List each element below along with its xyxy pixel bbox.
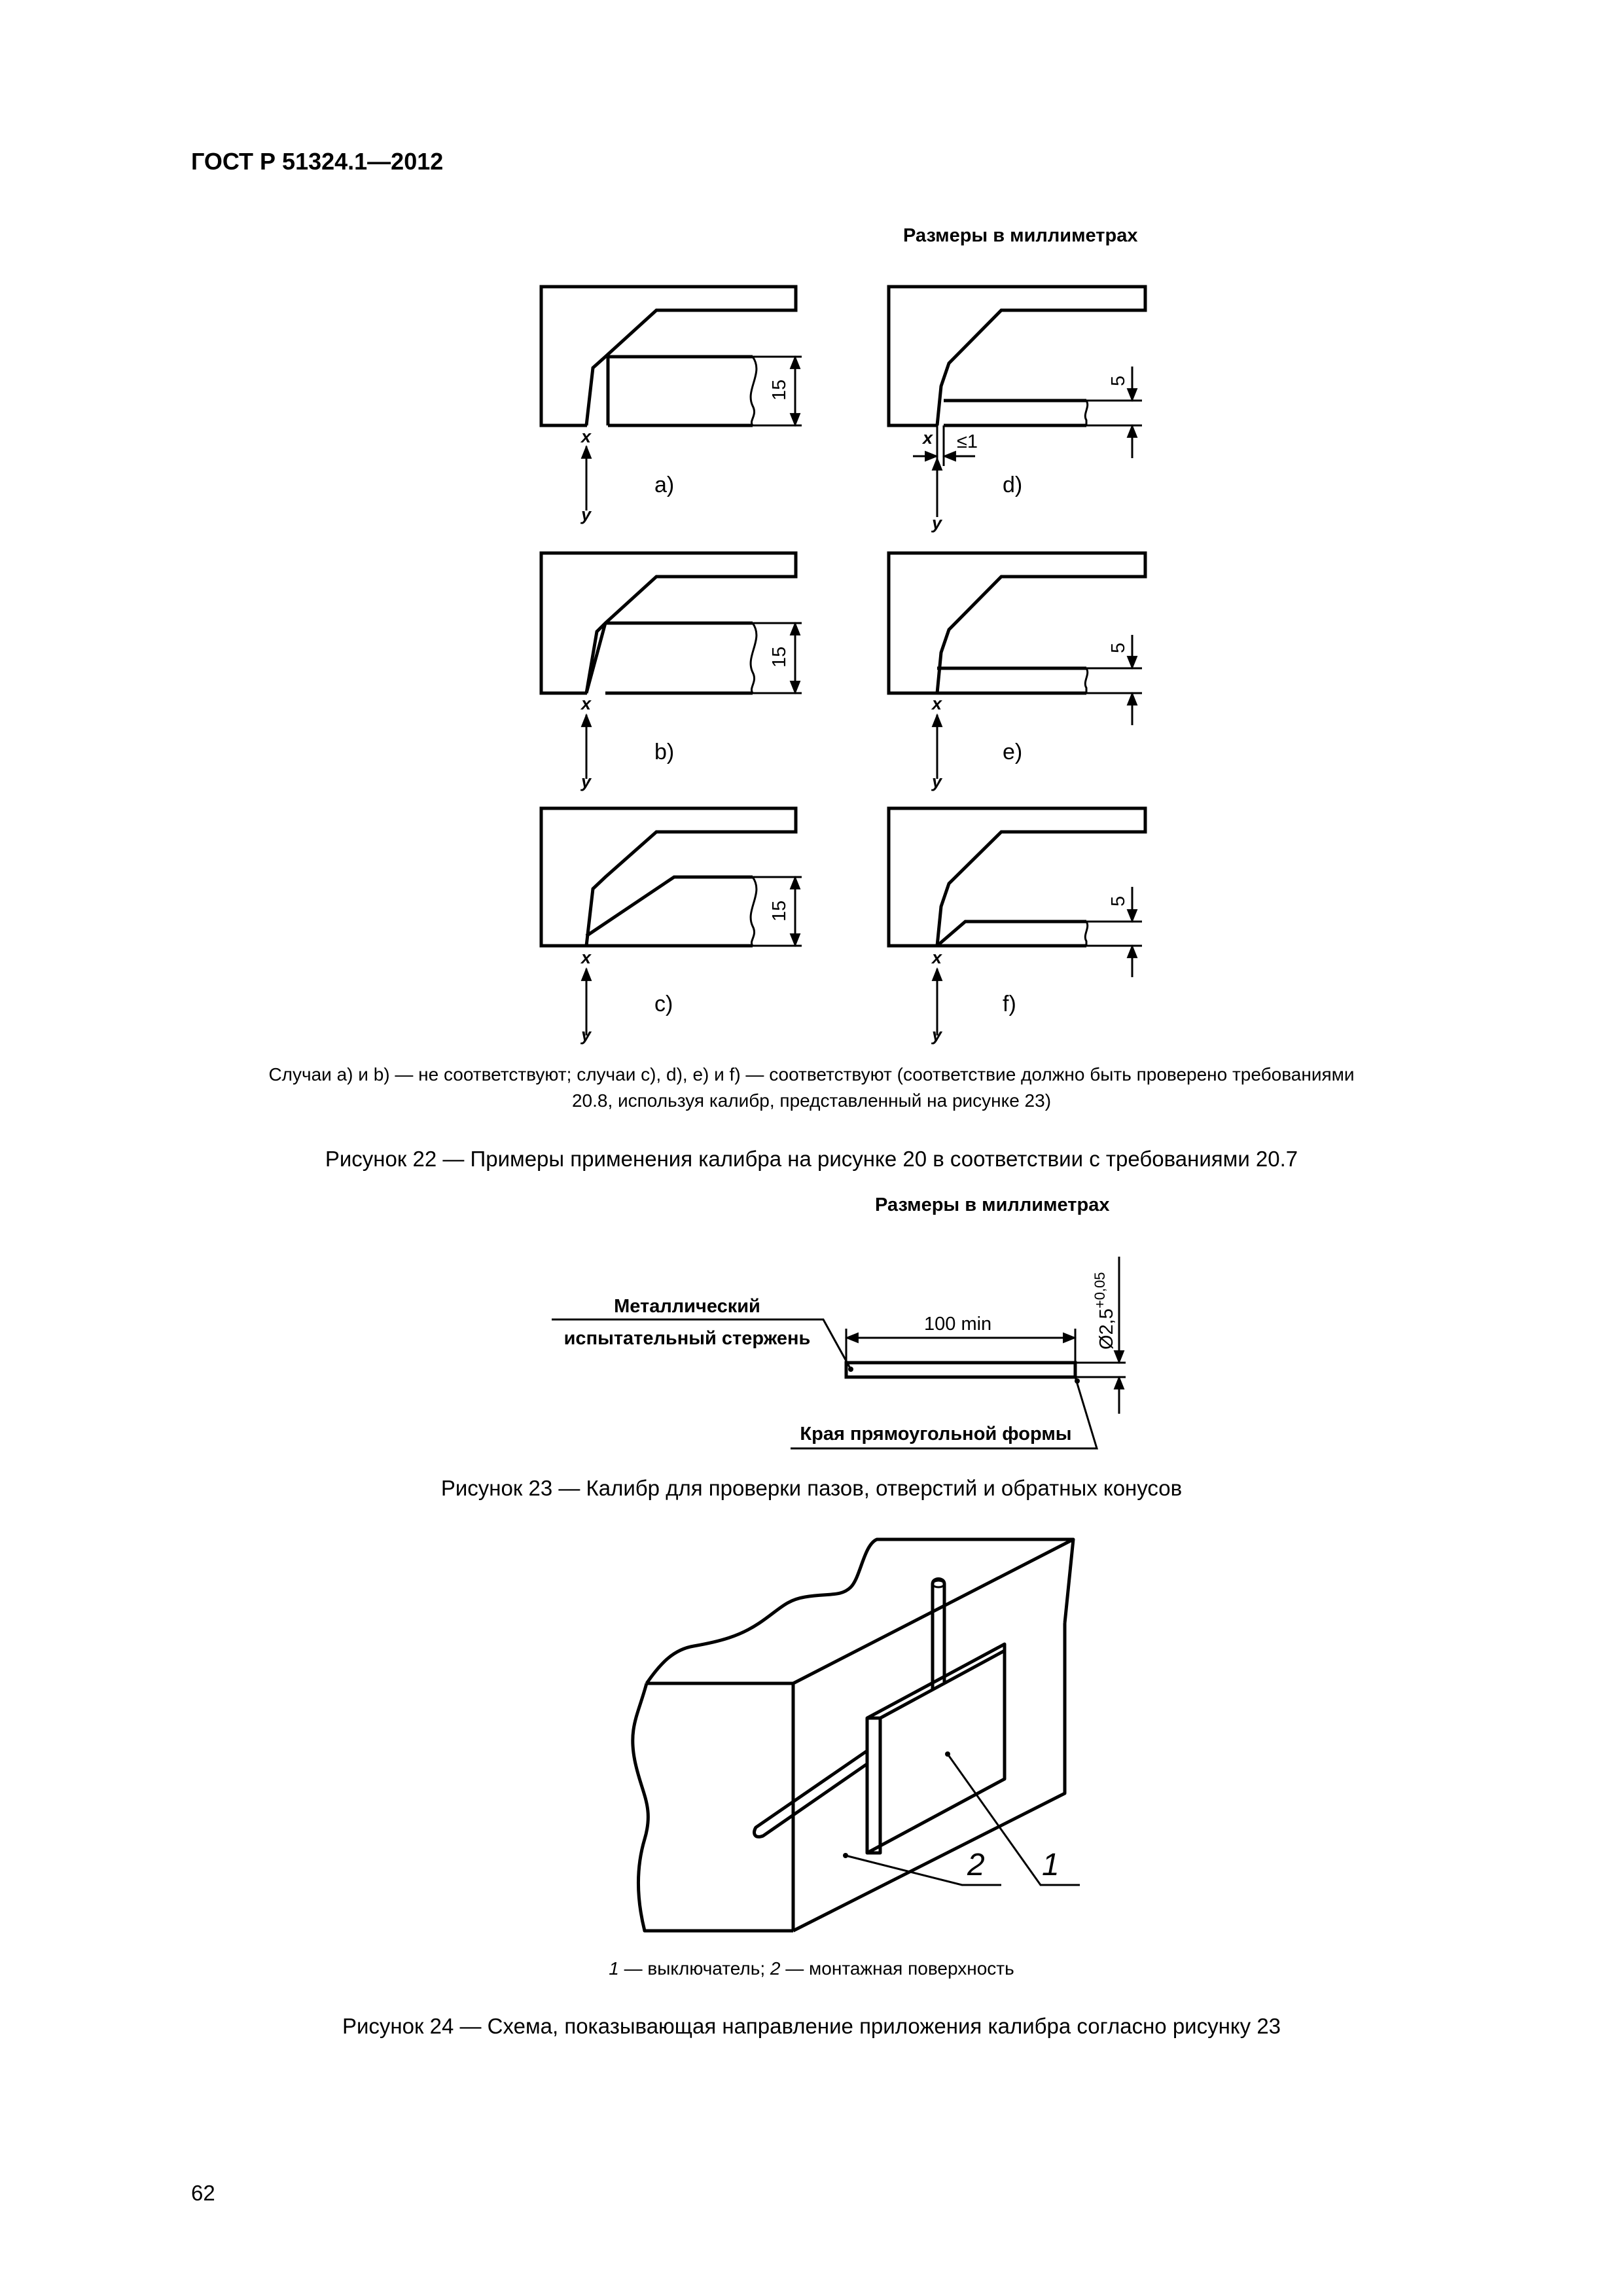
units-note-fig23: Размеры в миллиметрах xyxy=(875,1194,1110,1215)
rod-label-line1: Металлический xyxy=(614,1296,760,1317)
y-label-a: y xyxy=(581,505,592,524)
callout-1: 1 xyxy=(1042,1848,1060,1882)
dim-15-a: 15 xyxy=(769,379,790,401)
diameter-dim-label: $Ø2,5^{+0,05}$ xyxy=(1092,1272,1117,1350)
callout-2: 2 xyxy=(967,1848,985,1882)
fig23-caption: Рисунок 23 — Калибр для проверки пазов, отверстий и обратных конусов xyxy=(440,1476,1183,1500)
document-header: ГОСТ Р 51324.1—2012 xyxy=(191,148,444,175)
dim-5-f: 5 xyxy=(1108,895,1129,906)
panel-label-b: b) xyxy=(654,740,675,764)
page-number: 62 xyxy=(191,2181,215,2205)
figure-24-drawing xyxy=(633,1539,1080,1931)
panel-label-d: d) xyxy=(1003,473,1023,497)
legend-text-1: — выключатель; xyxy=(618,1958,770,1979)
y-label-d: y xyxy=(932,513,942,533)
fig22-note-line2: 20.8, используя калибр, представленный на рисунке 23) xyxy=(571,1090,1052,1111)
dim-le1-d: ≤1 xyxy=(957,431,978,452)
figure-23-drawing xyxy=(552,1257,1126,1448)
x-label-c: x xyxy=(581,948,592,967)
units-note-fig22: Размеры в миллиметрах xyxy=(903,225,1138,246)
panel-label-a: a) xyxy=(654,473,675,497)
legend-text-2: — монтажная поверхность xyxy=(780,1958,1014,1979)
x-label-f: x xyxy=(932,948,942,967)
y-label-e: y xyxy=(932,772,942,791)
dim-5-d: 5 xyxy=(1108,375,1129,386)
legend-num-2: 2 xyxy=(770,1958,781,1979)
fig22-note-line1: Случаи a) и b) — не соответствуют; случаи c), d), e) и f) — соответствуют (соответствие должно быть проверено требованиями xyxy=(268,1064,1355,1085)
dim-5-e: 5 xyxy=(1108,642,1129,653)
x-label-b: x xyxy=(581,694,592,713)
legend-num-1: 1 xyxy=(609,1958,619,1979)
panel-label-f: f) xyxy=(1003,992,1016,1016)
dim-15-c: 15 xyxy=(769,900,790,922)
x-label-e: x xyxy=(932,694,942,713)
y-label-b: y xyxy=(581,772,592,791)
fig24-legend xyxy=(0,1958,1623,1979)
length-dim-label: 100 min xyxy=(924,1314,992,1335)
dim-15-b: 15 xyxy=(769,646,790,668)
panel-label-c: c) xyxy=(654,992,673,1016)
fig22-caption: Рисунок 22 — Примеры применения калибра на рисунке 20 в соответствии с требованиями 20.7 xyxy=(325,1147,1298,1171)
fig24-caption: Рисунок 24 — Схема, показывающая направление приложения калибра согласно рисунку 23 xyxy=(342,2014,1281,2038)
panel-label-e: e) xyxy=(1003,740,1023,764)
panel-f-drawing xyxy=(889,808,1145,1035)
y-label-c: y xyxy=(581,1025,592,1045)
x-label-d: x xyxy=(923,428,933,448)
y-label-f: y xyxy=(932,1025,942,1045)
edges-label: Края прямоугольной формы xyxy=(800,1424,1072,1444)
x-label-a: x xyxy=(581,427,592,446)
rod-label-line2: испытательный стержень xyxy=(563,1328,811,1349)
